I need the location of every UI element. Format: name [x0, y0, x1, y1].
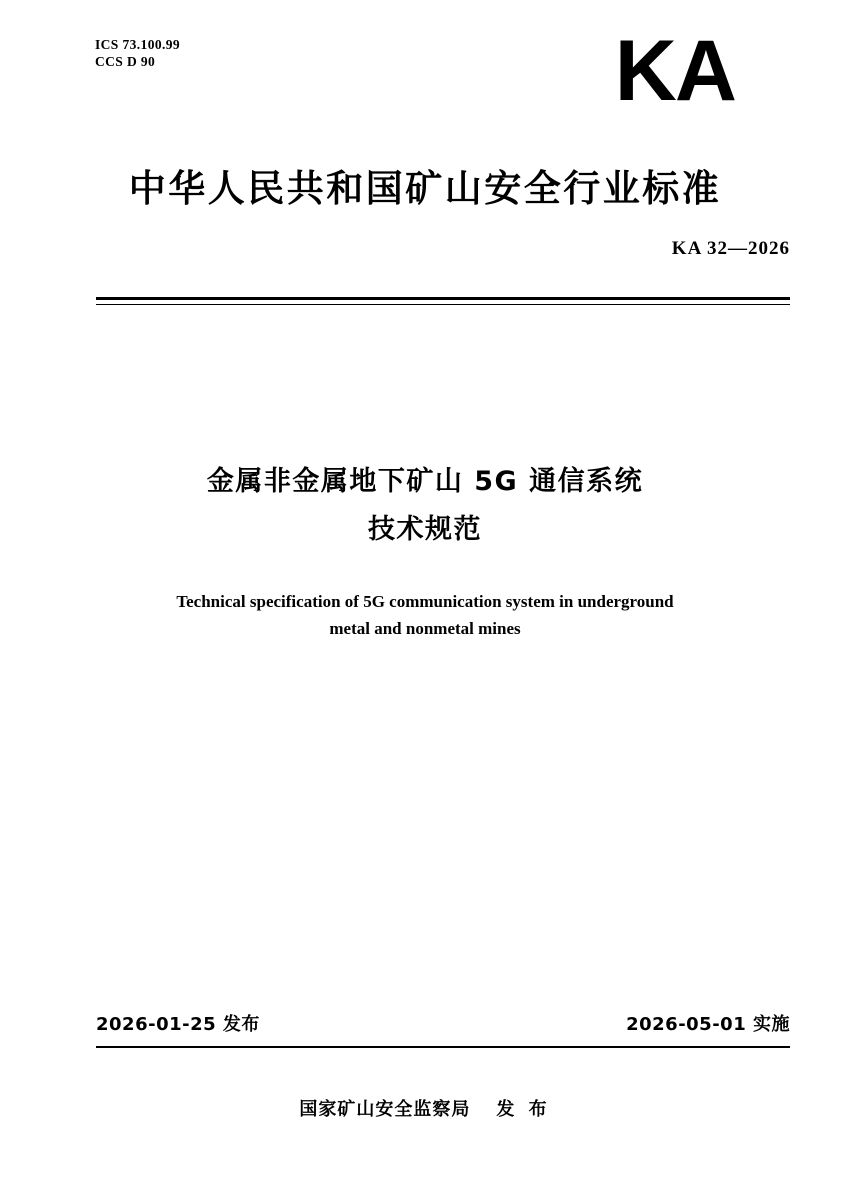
document-title-en-line2: metal and nonmetal mines: [329, 619, 521, 638]
document-title-cn: [110, 458, 740, 554]
header-divider-thick: [96, 297, 790, 300]
ccs-code: CCS D 90: [95, 54, 156, 69]
document-title-cn-line2: 技术规范: [368, 514, 482, 545]
publisher-name: 国家矿山安全监察局: [299, 1099, 471, 1120]
ka-logo: KA: [614, 23, 735, 119]
issue-date: 2026-01-25 发布: [96, 1014, 260, 1035]
header-divider-thin: [96, 304, 790, 305]
classification-block: [95, 36, 180, 70]
document-title-en-line1: Technical specification of 5G communication system in underground: [176, 592, 674, 611]
document-title-en: [120, 588, 730, 642]
footer-divider: [96, 1046, 790, 1048]
publisher-verb: 发 布: [496, 1099, 551, 1120]
header-row: [95, 23, 790, 156]
standard-number: KA 32—2026: [671, 238, 790, 259]
standard-series-title: 中华人民共和国矿山安全行业标准: [128, 167, 722, 210]
implementation-date: 2026-05-01 实施: [626, 1014, 790, 1035]
document-title-cn-line1: 金属非金属地下矿山 5G 通信系统: [206, 466, 644, 497]
ics-code: ICS 73.100.99: [95, 37, 181, 52]
publisher-line: [0, 1095, 850, 1121]
